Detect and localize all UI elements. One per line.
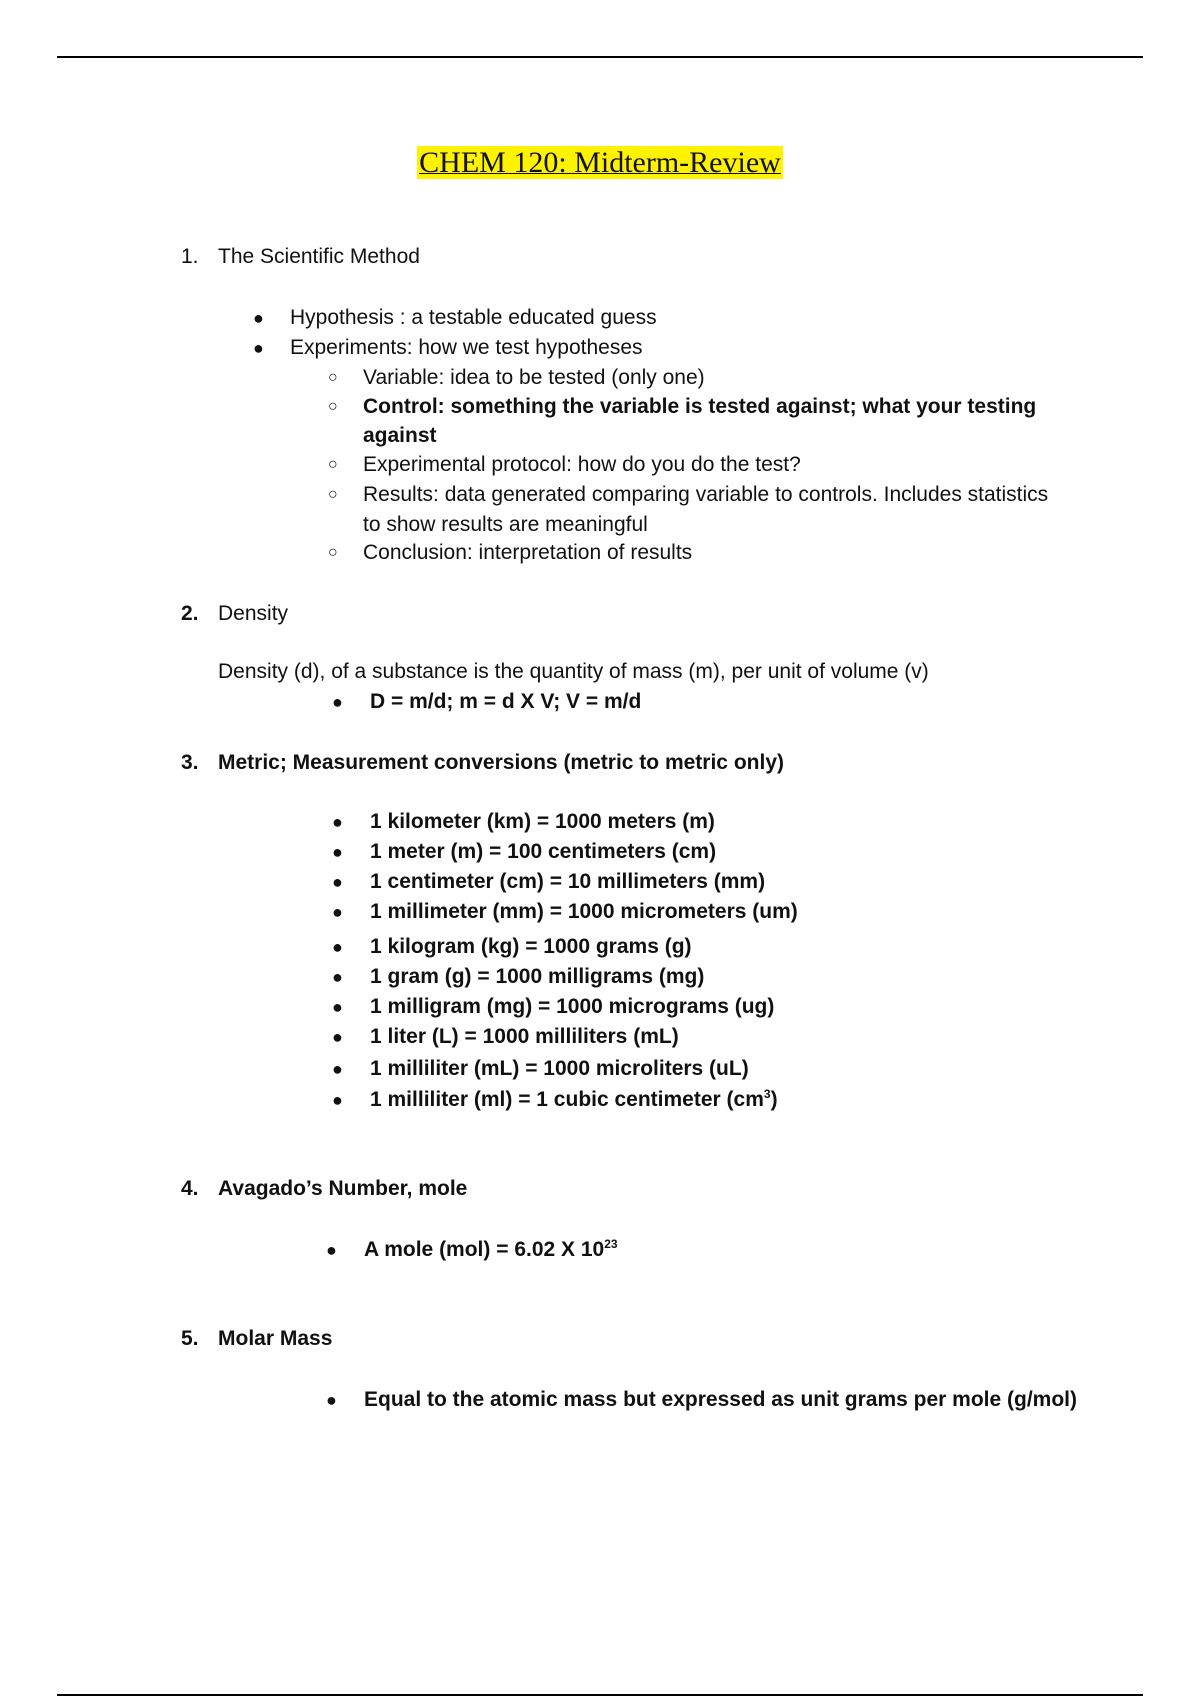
list-item: 1 millimeter (mm) = 1000 micrometers (um) <box>370 900 798 923</box>
section-5-heading: Molar Mass <box>218 1327 333 1350</box>
title-block <box>0 146 1200 180</box>
sub-list-item: Control: something the variable is tested against; what your testing <box>363 395 1037 418</box>
section-2-number: 2. <box>181 602 199 625</box>
mole-item-text: A mole (mol) = 6.02 X 10 <box>364 1238 605 1261</box>
circle-bullet-icon: ○ <box>328 369 338 386</box>
sub-list-item-continued: to show results are meaningful <box>363 513 648 536</box>
section-1-heading: The Scientific Method <box>218 245 420 268</box>
superscript-exponent: 3 <box>763 1087 771 1101</box>
sub-list-item: Variable: idea to be tested (only one) <box>363 366 705 389</box>
sub-list-item: Results: data generated comparing variable to controls. Includes statistics <box>363 483 1049 506</box>
list-item: 1 kilogram (kg) = 1000 grams (g) <box>370 935 692 958</box>
list-item: D = m/d; m = d X V; V = m/d <box>370 690 642 713</box>
sub-list-item: Experimental protocol: how do you do the test? <box>363 453 801 476</box>
list-item: 1 gram (g) = 1000 milligrams (mg) <box>370 965 705 988</box>
bullet-icon: ● <box>332 812 343 832</box>
section-4-heading: Avagado’s Number, mole <box>218 1177 468 1200</box>
circle-bullet-icon: ○ <box>328 456 338 473</box>
circle-bullet-icon: ○ <box>328 486 338 503</box>
sub-list-item-continued: against <box>363 424 437 447</box>
bullet-icon: ● <box>332 997 343 1017</box>
list-item: 1 kilometer (km) = 1000 meters (m) <box>370 810 715 833</box>
bottom-rule <box>57 1694 1143 1696</box>
top-rule <box>57 56 1143 58</box>
bullet-icon: ● <box>332 1090 343 1110</box>
circle-bullet-icon: ○ <box>328 398 338 415</box>
bullet-icon: ● <box>332 842 343 862</box>
bullet-icon: ● <box>332 902 343 922</box>
bullet-icon: ● <box>253 338 264 358</box>
bullet-icon: ● <box>332 967 343 987</box>
section-1-number: 1. <box>181 245 199 268</box>
section-3-heading: Metric; Measurement conversions (metric to metric only) <box>218 751 784 774</box>
bullet-icon: ● <box>332 1059 343 1079</box>
list-item: 1 centimeter (cm) = 10 millimeters (mm) <box>370 870 766 893</box>
list-item: 1 milliliter (mL) = 1000 microliters (uL) <box>370 1057 749 1080</box>
list-item-cubic-text: 1 milliliter (ml) = 1 cubic centimeter (cm <box>370 1088 764 1111</box>
superscript-exponent: 23 <box>604 1237 618 1251</box>
list-item: Equal to the atomic mass but expressed as unit grams per mole (g/mol) <box>364 1388 1078 1411</box>
list-item-cubic-close: ) <box>770 1088 778 1111</box>
list-item: Experiments: how we test hypotheses <box>290 336 643 359</box>
section-3-number: 3. <box>181 751 199 774</box>
bullet-icon: ● <box>253 308 264 328</box>
section-5-number: 5. <box>181 1327 199 1350</box>
bullet-icon: ● <box>332 692 343 712</box>
density-paragraph: Density (d), of a substance is the quantity of mass (m), per unit of volume (v) <box>218 660 929 683</box>
section-2-heading: Density <box>218 602 289 625</box>
list-item-cubic <box>370 1086 778 1114</box>
bullet-icon: ● <box>332 872 343 892</box>
list-item: 1 milligram (mg) = 1000 micrograms (ug) <box>370 995 775 1018</box>
list-item: 1 meter (m) = 100 centimeters (cm) <box>370 840 717 863</box>
sub-list-item: Conclusion: interpretation of results <box>363 541 693 564</box>
section-4-number: 4. <box>181 1177 199 1200</box>
mole-item <box>364 1236 618 1264</box>
list-item: 1 liter (L) = 1000 milliliters (mL) <box>370 1025 679 1048</box>
page-title: CHEM 120: Midterm-Review <box>419 146 781 179</box>
bullet-icon: ● <box>332 1027 343 1047</box>
list-item: Hypothesis : a testable educated guess <box>290 306 657 329</box>
bullet-icon: ● <box>326 1240 337 1260</box>
bullet-icon: ● <box>326 1390 337 1410</box>
circle-bullet-icon: ○ <box>328 544 338 561</box>
bullet-icon: ● <box>332 937 343 957</box>
